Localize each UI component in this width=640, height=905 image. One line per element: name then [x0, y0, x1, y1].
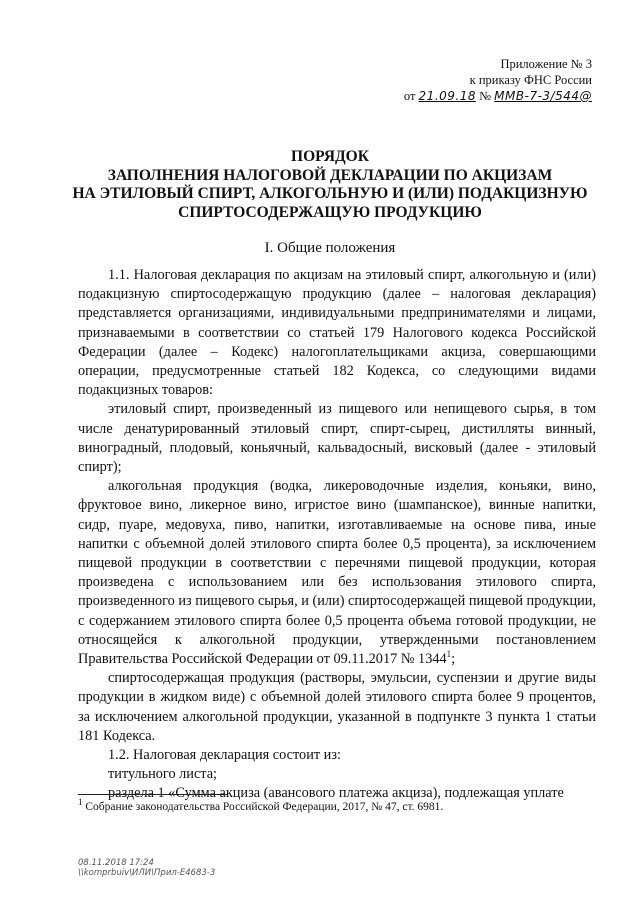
document-title — [60, 148, 600, 222]
paragraph-section-1: раздела 1 «Сумма акциза (авансового платежа акциза), подлежащая уплате — [108, 785, 564, 802]
number-prefix: № — [479, 89, 492, 103]
title-line-3: НА ЭТИЛОВЫЙ СПИРТ, АЛКОГОЛЬНУЮ И (ИЛИ) ПОДАКЦИЗНУЮ — [72, 185, 588, 202]
print-path: \\komprbuiv\ИЛИ\Прил-Е4683-3 — [78, 868, 216, 878]
appendix-order-ref: к приказу ФНС России — [469, 73, 592, 87]
appendix-label: Приложение № 3 — [500, 57, 592, 71]
appendix-date-number — [404, 88, 592, 104]
paragraph-1-1: 1.1. Налоговая декларация по акцизам на этиловый спирт, алкогольную и (или) подакцизную спиртосодержащую продукцию (далее – налоговая декларация) представляется организациями, индивидуальными предпринимателями и лицами, признаваемыми в соответствии со статьей 179 Налогового кодекса Российской Федерации (далее – Кодекс) налогоплательщиками акциза, совершающими операции, предусмотренные статьей 182 Кодекса, со следующими видами подакцизных товаров: — [78, 267, 596, 399]
print-stamp — [78, 858, 215, 878]
paragraph-title-sheet: титульного листа; — [108, 766, 218, 783]
section-heading: I. Общие положения — [264, 240, 396, 256]
appendix-header — [332, 56, 592, 104]
title-line-2: ЗАПОЛНЕНИЯ НАЛОГОВОЙ ДЕКЛАРАЦИИ ПО АКЦИЗАМ — [107, 166, 553, 184]
date-prefix: от — [403, 89, 416, 103]
print-timestamp: 08.11.2018 17:24 — [78, 858, 154, 868]
footnote-marker: 1 — [78, 797, 83, 808]
footnote-ref: 1 — [446, 649, 452, 660]
paragraph-alcohol-products — [78, 477, 596, 669]
paragraph-alcohol-text: алкогольная продукция (водка, ликероводочные изделия, коньяки, вино, фруктовое вино, ликерное вино, игристое вино (шампанское), винные напитки, сидр, пуаре, медовуха, пиво, напитки, изготавливаемые на основе пива, иные напитки с объемной долей этилового спирта более 0,5 процента), за исключением пищевой продукции в соответствии с перечнями пищевой продукции, которая произведена с использованием или без использования этилового спирта, произведенного из пищевого сырья, и (или) спиртосодержащей пищевой продукции, с содержанием этилового спирта более 0,5 процента объема готовой продукции, не относящейся к алкогольной продукции, утвержденными постановлением Правительства Российской Федерации от 09.11.2017 № 1344 — [78, 478, 596, 668]
handwritten-date: 21.09.18 — [418, 89, 476, 103]
handwritten-number: ММВ-7-3/544@ — [494, 89, 592, 103]
paragraph-alcohol-end: ; — [451, 651, 456, 668]
footnote-text: Собрание законодательства Российской Федерации, 2017, № 47, ст. 6981. — [85, 801, 444, 813]
paragraph-ethyl-spirit: этиловый спирт, произведенный из пищевого или непищевого сырья, в том числе денатурированный этиловый спирт, спирт-сырец, дистилляты винный, виноградный, плодовый, коньячный, кальвадосный, висковый (далее - этиловый спирт); — [78, 401, 596, 476]
title-line-4: СПИРТОСОДЕРЖАЩУЮ ПРОДУКЦИЮ — [178, 203, 482, 221]
footnote-divider — [78, 794, 228, 795]
paragraph-1-2: 1.2. Налоговая декларация состоит из: — [108, 747, 341, 764]
paragraph-spirit-products: спиртосодержащая продукция (растворы, эмульсии, суспензии и другие виды продукции в жидком виде) с объемной долей этилового спирта более 9 процентов, за исключением алкогольной продукции, указанной в подпункте 3 пункта 1 статьи 181 Кодекса. — [78, 670, 596, 744]
body-text — [78, 266, 596, 804]
footnote — [78, 797, 596, 814]
title-line-1: ПОРЯДОК — [291, 148, 369, 165]
